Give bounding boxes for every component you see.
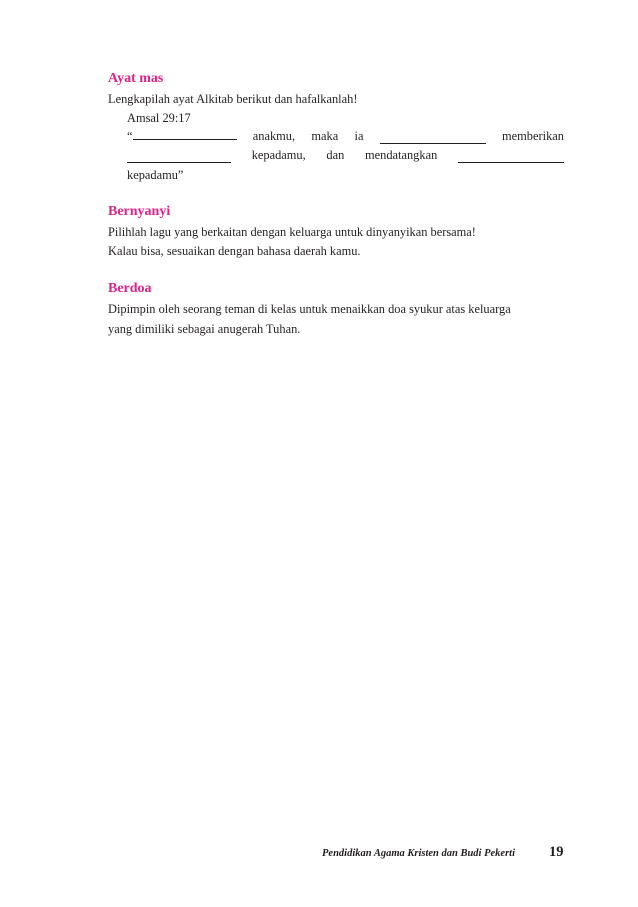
- berdoa-line-1: Dipimpin oleh seorang teman di kelas untuk menaikkan doa syukur atas keluarga: [108, 302, 511, 316]
- section-heading-bernyanyi: Bernyanyi: [108, 204, 171, 219]
- fill-blank-1: [133, 128, 237, 140]
- page-number: 19: [549, 844, 564, 860]
- verse-word: mendatangkan: [365, 148, 438, 162]
- verse-word: kepadamu,: [251, 148, 306, 162]
- verse-word: maka: [311, 129, 339, 143]
- fill-blank-3: [127, 151, 231, 163]
- fill-blank-4: [458, 151, 564, 163]
- verse-word: dan: [326, 148, 345, 162]
- verse-line-1-start: [127, 128, 237, 144]
- fill-blank-2: [380, 132, 486, 144]
- verse-word: ia: [354, 129, 364, 143]
- verse-line-1: [127, 128, 564, 144]
- bernyanyi-line-2: Kalau bisa, sesuaikan dengan bahasa daerah kamu.: [108, 244, 361, 258]
- verse-word: memberikan: [502, 129, 564, 143]
- footer-book-title: Pendidikan Agama Kristen dan Budi Pekerti: [322, 848, 516, 859]
- section-heading-ayat-mas: Ayat mas: [108, 71, 164, 86]
- bernyanyi-line-1: Pilihlah lagu yang berkaitan dengan keluarga untuk dinyanyikan bersama!: [108, 225, 476, 239]
- berdoa-line-2: yang dimiliki sebagai anugerah Tuhan.: [108, 322, 301, 336]
- ayat-mas-instruction: Lengkapilah ayat Alkitab berikut dan hafalkanlah!: [108, 92, 358, 106]
- section-heading-berdoa: Berdoa: [108, 281, 152, 296]
- verse-line-3: kepadamu”: [127, 168, 184, 182]
- verse-reference: Amsal 29:17: [127, 111, 191, 125]
- verse-word: anakmu,: [252, 129, 296, 143]
- verse-line-2: [127, 147, 564, 163]
- open-quote: “: [127, 129, 133, 143]
